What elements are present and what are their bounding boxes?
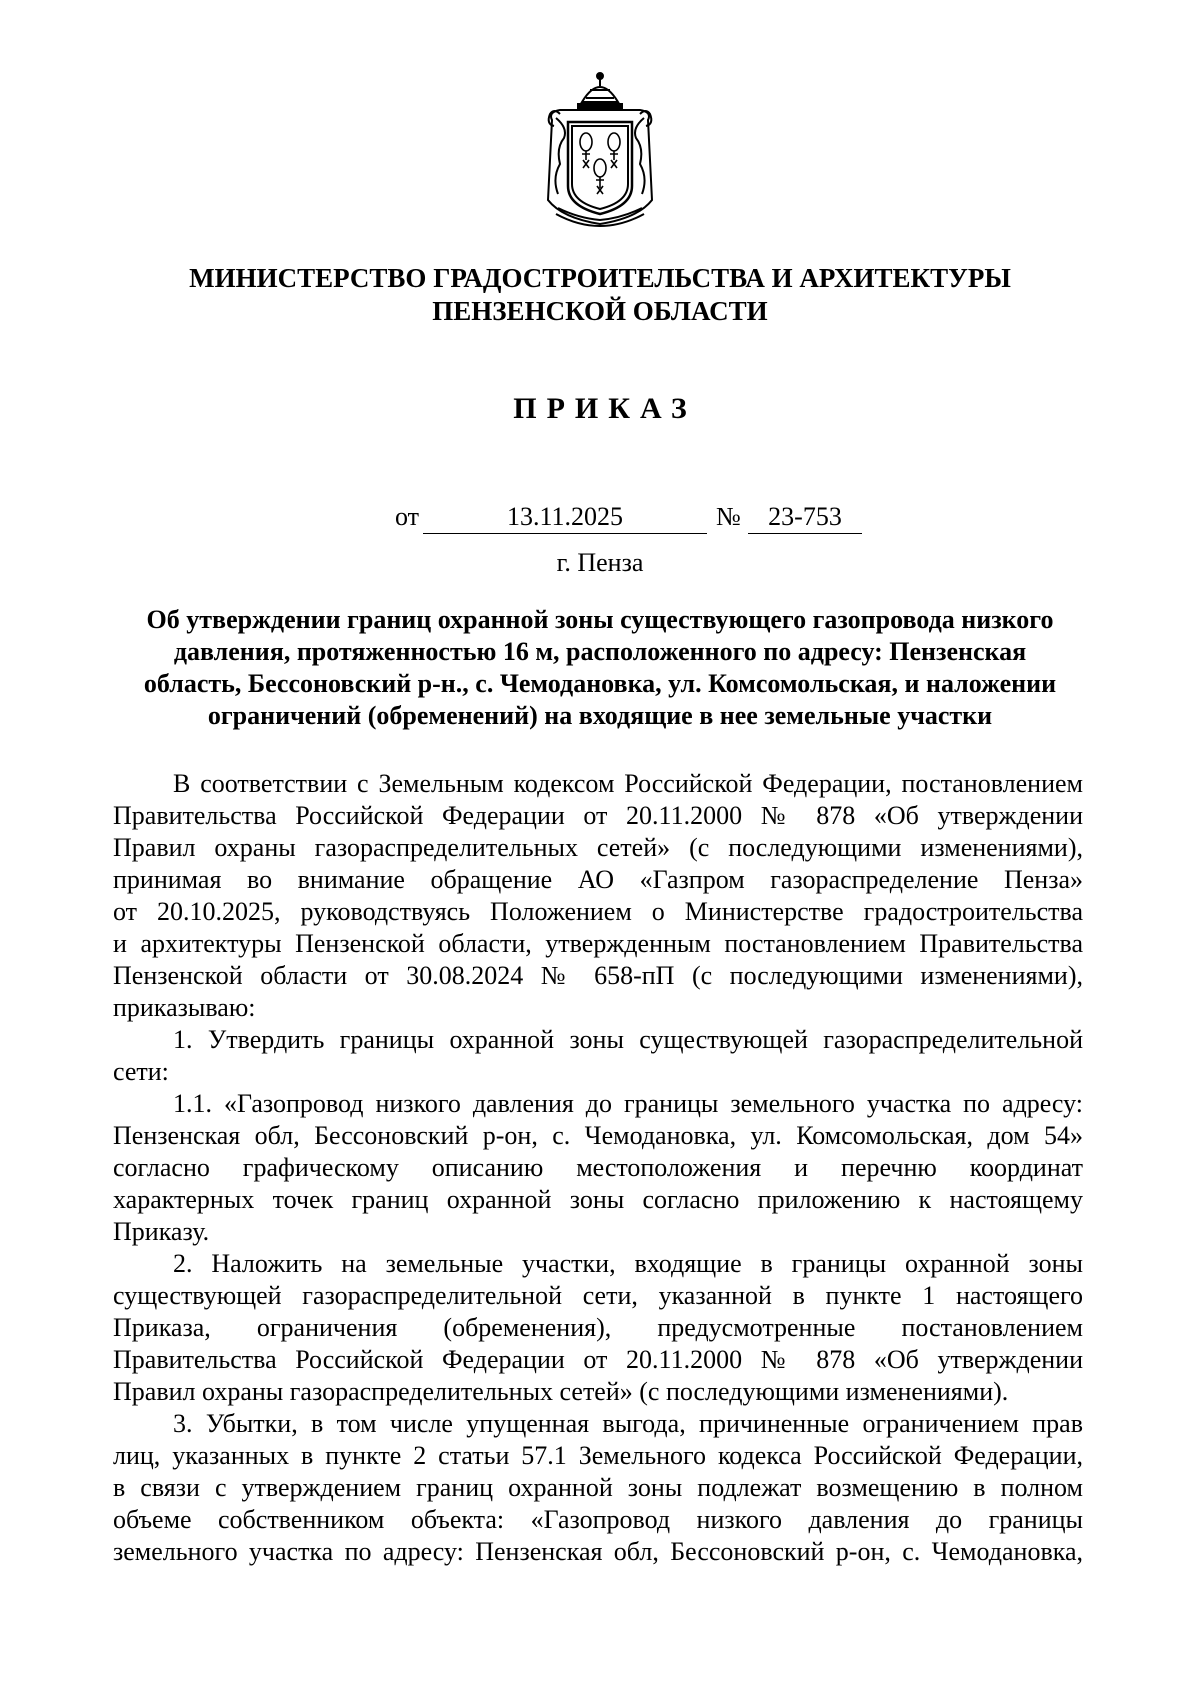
paragraph-item-1-1 xyxy=(113,1088,1083,1248)
subject-line: ограничений (обременений) на входящие в нее земельные участки xyxy=(207,701,993,730)
text-line: Правил охраны газораспределительных сетей» (с последующими изменениями). xyxy=(113,1377,1009,1406)
text-line: Приказу. xyxy=(113,1217,210,1246)
text-line: Правил охраны газораспределительных сетей» (с последующими изменениями), xyxy=(113,833,1083,862)
order-date: 13.11.2025 xyxy=(423,500,707,534)
city-label: г. Пенза xyxy=(556,548,644,577)
order-body xyxy=(113,768,1083,1568)
text-line: характерных точек границ охранной зоны согласно приложению к настоящему xyxy=(113,1185,1083,1214)
coat-of-arms-emblem xyxy=(538,68,662,228)
subject-line: Об утверждении границ охранной зоны существующего газопровода низкого xyxy=(146,605,1054,634)
text-line: лиц, указанных в пункте 2 статьи 57.1 Земельного кодекса Российской Федерации, xyxy=(113,1441,1083,1470)
paragraph-item-1 xyxy=(113,1024,1083,1088)
text-line: и архитектуры Пензенской области, утвержденным постановлением Правительства xyxy=(113,929,1083,958)
text-line: согласно графическому описанию местоположения и перечню координат xyxy=(113,1153,1083,1182)
text-line: В соответствии с Земельным кодексом Российской Федерации, постановлением xyxy=(173,769,1083,798)
text-line: приказываю: xyxy=(113,993,256,1022)
ministry-name-line-2: ПЕНЗЕНСКОЙ ОБЛАСТИ xyxy=(432,296,768,326)
text-line: от 20.10.2025, руководствуясь Положением о Министерстве градостроительства xyxy=(113,897,1083,926)
text-line: Пензенской области от 30.08.2024 № 658-пП (с последующими изменениями), xyxy=(113,961,1083,990)
text-line: Пензенская обл, Бессоновский р-он, с. Чемодановка, ул. Комсомольская, дом 54» xyxy=(113,1121,1083,1150)
number-label: № xyxy=(716,502,741,531)
paragraph-preamble xyxy=(113,768,1083,1024)
ministry-name xyxy=(100,262,1100,328)
date-from-label: от xyxy=(395,502,420,531)
order-subject xyxy=(110,604,1090,732)
subject-line: давления, протяженностью 16 м, расположенного по адресу: Пензенская xyxy=(173,637,1027,666)
order-number: 23-753 xyxy=(748,500,862,534)
order-date-number-line xyxy=(0,500,1200,540)
text-line: Правительства Российской Федерации от 20.11.2000 № 878 «Об утверждении xyxy=(113,1345,1083,1374)
subject-line: область, Бессоновский р-н., с. Чемодановка, ул. Комсомольская, и наложении xyxy=(143,669,1057,698)
text-line: 2. Наложить на земельные участки, входящие в границы охранной зоны xyxy=(173,1249,1083,1278)
text-line: Правительства Российской Федерации от 20.11.2000 № 878 «Об утверждении xyxy=(113,801,1083,830)
text-line: 1.1. «Газопровод низкого давления до границы земельного участка по адресу: xyxy=(173,1089,1083,1118)
order-title: ПРИКАЗ xyxy=(513,392,697,425)
ministry-name-line-1: МИНИСТЕРСТВО ГРАДОСТРОИТЕЛЬСТВА И АРХИТЕКТУРЫ xyxy=(189,263,1011,293)
text-line: земельного участка по адресу: Пензенская обл, Бессоновский р-он, с. Чемодановка, xyxy=(113,1537,1083,1566)
paragraph-item-3 xyxy=(113,1408,1083,1568)
text-line: 3. Убытки, в том числе упущенная выгода, причиненные ограничением прав xyxy=(173,1409,1083,1438)
paragraph-item-2 xyxy=(113,1248,1083,1408)
text-line: Приказа, ограничения (обременения), предусмотренные постановлением xyxy=(113,1313,1083,1342)
text-line: существующей газораспределительной сети, указанной в пункте 1 настоящего xyxy=(113,1281,1083,1310)
text-line: принимая во внимание обращение АО «Газпром газораспределение Пенза» xyxy=(113,865,1083,894)
text-line: сети: xyxy=(113,1057,169,1086)
text-line: в связи с утверждением границ охранной зоны подлежат возмещению в полном xyxy=(113,1473,1083,1502)
text-line: объеме собственником объекта: «Газопровод низкого давления до границы xyxy=(113,1505,1083,1534)
text-line: 1. Утвердить границы охранной зоны существующей газораспределительной xyxy=(173,1025,1083,1054)
